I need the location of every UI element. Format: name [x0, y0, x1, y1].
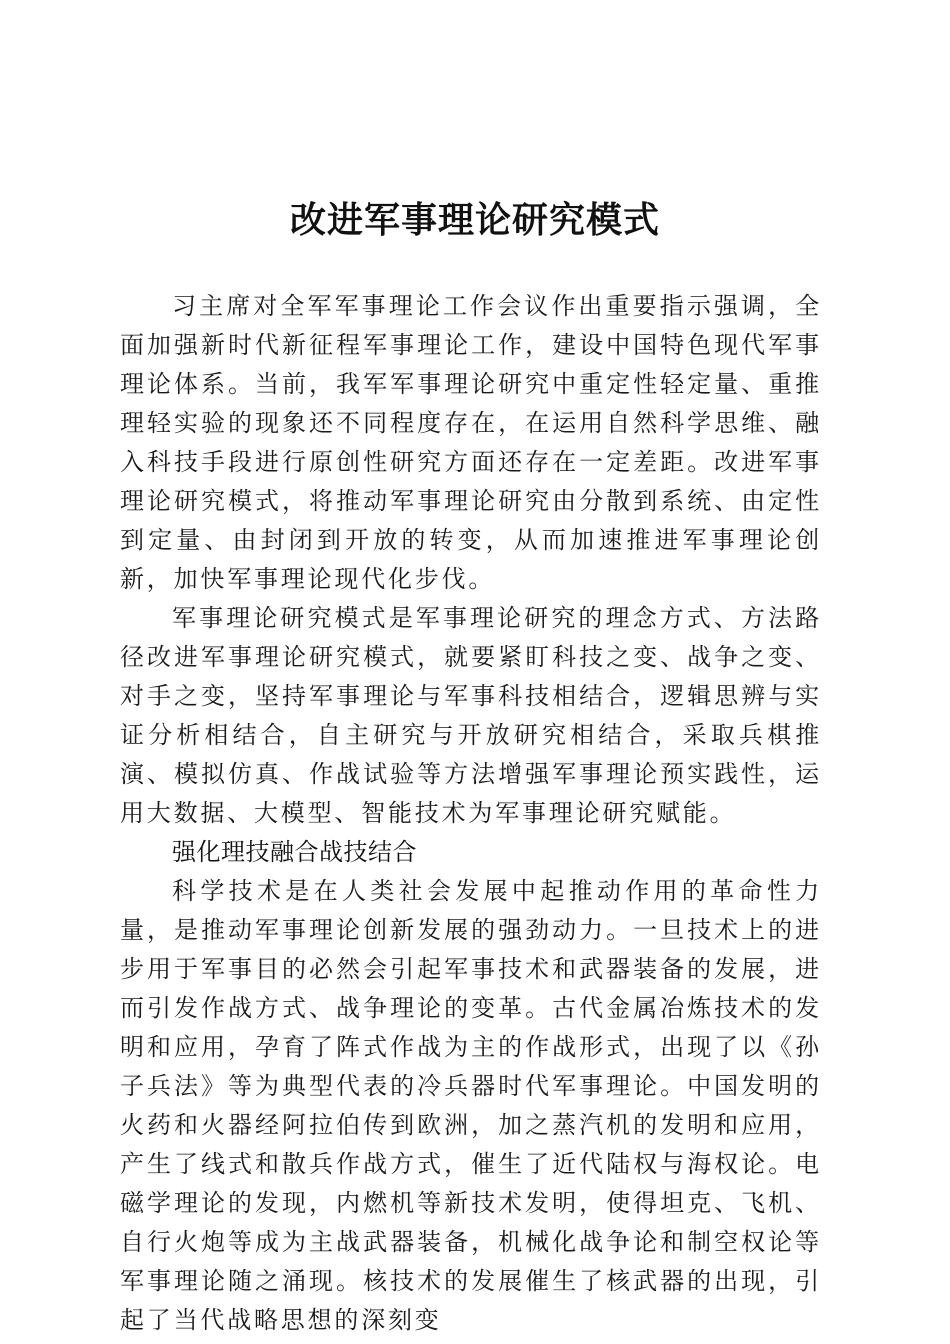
- document-body: [120, 287, 822, 1340]
- document-title: 改进军事理论研究模式: [289, 199, 660, 241]
- section-heading: 强化理技融合战技结合: [172, 838, 417, 866]
- paragraph-research-mode: 军事理论研究模式是军事理论研究的理念方式、方法路径改进军事理论研究模式，就要紧盯科技之变、战争之变、对手之变，坚持军事理论与军事科技相结合，逻辑思辨与实证分析相结合，自主研究与开放研究相结合，采取兵棋推演、模拟仿真、作战试验等方法增强军事理论预实践性，运用大数据、大模型、智能技术为军事理论研究赋能。: [120, 604, 822, 827]
- paragraph-technology: 科学技术是在人类社会发展中起推动作用的革命性力量，是推动军事理论创新发展的强劲动力。一旦技术上的进步用于军事目的必然会引起军事技术和武器装备的发展，进而引发作战方式、战争理论的变革。古代金属冶炼技术的发明和应用，孕育了阵式作战为主的作战形式，出现了以《孙子兵法》等为典型代表的冷兵器时代军事理论。中国发明的火药和火器经阿拉伯传到欧洲，加之蒸汽机的发明和应用，产生了线式和散兵作战方式，催生了近代陆权与海权论。电磁学理论的发现，内燃机等新技术发明，使得坦克、飞机、自行火炮等成为主战武器装备，机械化战争论和制空权论等军事理论随之涌现。核技术的发展催生了核武器的出现，引起了当代战略思想的深刻变: [120, 877, 822, 1334]
- paragraph-intro: 习主席对全军军事理论工作会议作出重要指示强调，全面加强新时代新征程军事理论工作，建设中国特色现代军事理论体系。当前，我军军事理论研究中重定性轻定量、重推理轻实验的现象还不同程度存在，在运用自然科学思维、融入科技手段进行原创性研究方面还存在一定差距。改进军事理论研究模式，将推动军事理论研究由分散到系统、由定性到定量、由封闭到开放的转变，从而加速推进军事理论创新，加快军事理论现代化步伐。: [120, 292, 822, 593]
